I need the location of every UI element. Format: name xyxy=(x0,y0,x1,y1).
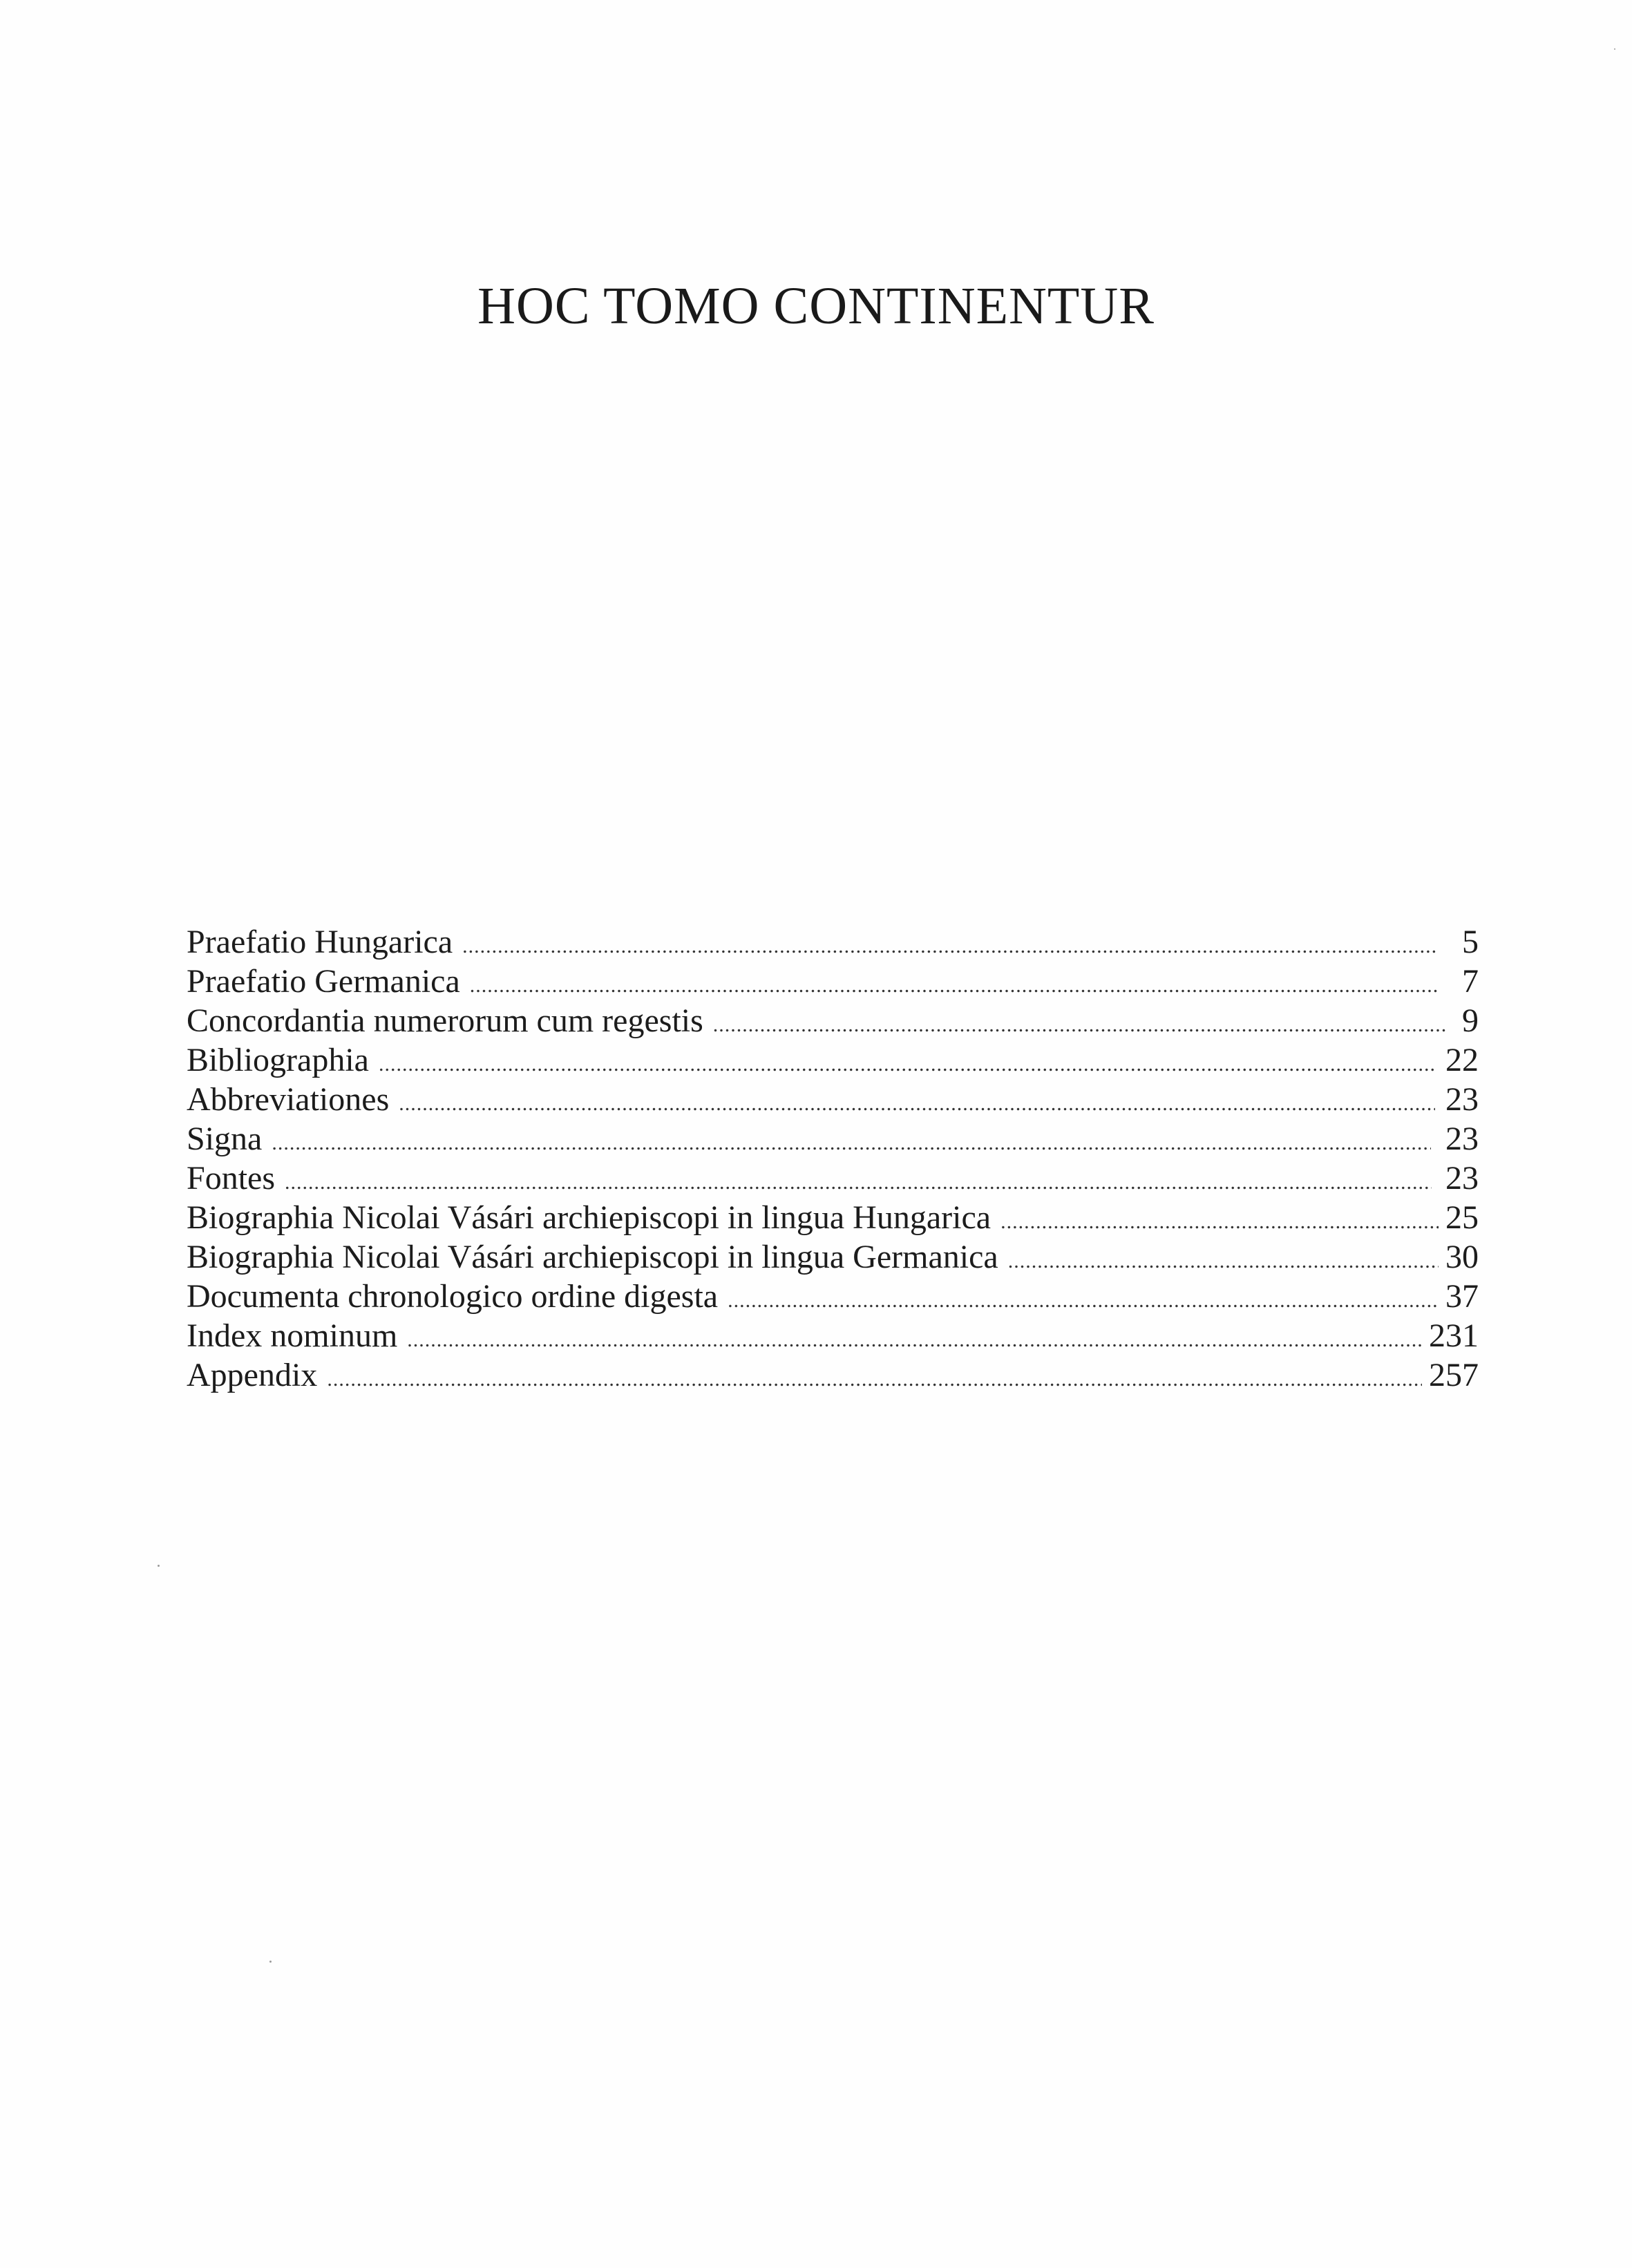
dot-leader xyxy=(1000,1202,1439,1241)
toc-entry-signa[interactable] xyxy=(187,1119,1479,1159)
toc-entry-label: Signa xyxy=(187,1121,263,1157)
dot-leader xyxy=(470,966,1438,1005)
dot-leader xyxy=(1008,1241,1439,1281)
toc-entry-page-number: 22 xyxy=(1445,1042,1479,1078)
toc-entry-bibliographia[interactable] xyxy=(187,1040,1479,1080)
dot-leader xyxy=(285,1163,1432,1202)
toc-entry-praefatio-germanica[interactable] xyxy=(187,962,1479,1001)
toc-entry-index-nominum[interactable] xyxy=(187,1316,1479,1355)
dot-leader xyxy=(728,1281,1439,1320)
toc-entry-page-number: 5 xyxy=(1462,924,1479,960)
toc-entry-label: Biographia Nicolai Vásári archiepiscopi in lingua Germanica xyxy=(187,1239,998,1275)
dot-leader xyxy=(379,1045,1435,1084)
toc-entry-documenta[interactable] xyxy=(187,1277,1479,1316)
toc-entry-page-number: 30 xyxy=(1445,1239,1479,1275)
toc-entry-label: Concordantia numerorum cum regestis xyxy=(187,1002,703,1039)
dot-leader xyxy=(272,1123,1431,1163)
toc-entry-biographia-hungarica[interactable] xyxy=(187,1198,1479,1237)
dot-leader xyxy=(462,926,1437,966)
toc-entry-label: Documenta chronologico ordine digesta xyxy=(187,1278,719,1315)
toc-entry-label: Bibliographia xyxy=(187,1042,369,1078)
toc-entry-page-number: 23 xyxy=(1445,1121,1479,1157)
toc-entry-page-number: 25 xyxy=(1445,1199,1479,1236)
toc-entry-concordantia[interactable] xyxy=(187,1001,1479,1040)
toc-entry-label: Index nominum xyxy=(187,1317,398,1354)
dot-leader xyxy=(407,1320,1422,1360)
toc-entry-appendix[interactable] xyxy=(187,1355,1479,1395)
toc-entry-label: Biographia Nicolai Vásári archiepiscopi in lingua Hungarica xyxy=(187,1199,991,1236)
dot-leader xyxy=(327,1360,1422,1399)
dot-leader xyxy=(399,1084,1435,1123)
toc-entry-fontes[interactable] xyxy=(187,1159,1479,1198)
toc-entry-page-number: 9 xyxy=(1462,1002,1479,1039)
table-of-contents xyxy=(187,922,1479,1395)
toc-entry-page-number: 231 xyxy=(1429,1317,1479,1354)
toc-entry-biographia-germanica[interactable] xyxy=(187,1237,1479,1277)
toc-entry-page-number: 257 xyxy=(1429,1357,1479,1393)
toc-entry-page-number: 23 xyxy=(1445,1081,1479,1118)
toc-entry-page-number: 37 xyxy=(1445,1278,1479,1315)
toc-entry-label: Fontes xyxy=(187,1160,276,1197)
toc-entry-label: Praefatio Hungarica xyxy=(187,924,453,960)
scan-speck xyxy=(269,1961,272,1963)
scan-speck xyxy=(1614,48,1615,50)
toc-entry-page-number: 23 xyxy=(1445,1160,1479,1197)
toc-entry-label: Appendix xyxy=(187,1357,318,1393)
scan-speck xyxy=(158,1565,160,1567)
page-title: HOC TOMO CONTINENTUR xyxy=(477,277,1155,335)
toc-entry-praefatio-hungarica[interactable] xyxy=(187,922,1479,962)
toc-entry-label: Praefatio Germanica xyxy=(187,963,460,1000)
toc-entry-label: Abbreviationes xyxy=(187,1081,390,1118)
toc-entry-page-number: 7 xyxy=(1462,963,1479,1000)
dot-leader xyxy=(713,1005,1446,1045)
toc-entry-abbreviationes[interactable] xyxy=(187,1080,1479,1119)
